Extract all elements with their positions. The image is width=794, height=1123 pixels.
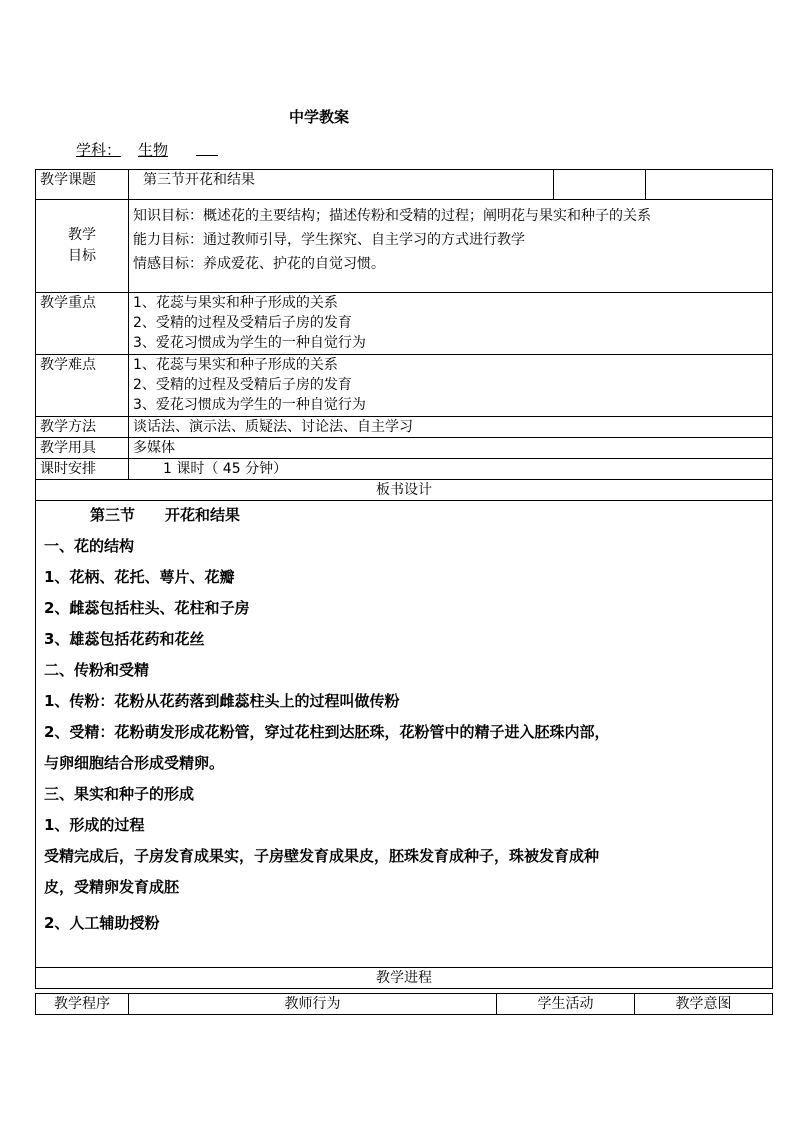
objective-emotion: 情感目标：养成爱花、护花的自觉习惯。: [133, 256, 385, 272]
difficulty-item: 2、受精的过程及受精后子房的发育: [133, 377, 352, 393]
board-line: 二、传粉和受精: [44, 661, 150, 679]
board-design-header: 板书设计: [36, 480, 773, 501]
tools-label: 教学用具: [36, 438, 129, 459]
process-col-procedure: 教学程序: [36, 994, 129, 1015]
lesson-value: 第三节开花和结果: [129, 170, 554, 200]
process-header: 教学进程: [36, 968, 773, 989]
document-title: 中学教案: [289, 108, 350, 126]
subject-line: [76, 139, 218, 160]
methods-label: 教学方法: [36, 417, 129, 438]
tools-value: 多媒体: [129, 438, 773, 459]
subject-blank: [196, 139, 218, 156]
objective-ability: 能力目标：通过教师引导，学生探究、自主学习的方式进行教学: [133, 232, 525, 248]
schedule-value: 1 课时（ 45 分钟）: [129, 459, 773, 480]
objectives-content: [129, 200, 773, 293]
board-line: 2、受精：花粉萌发形成花粉管，穿过花柱到达胚珠，花粉管中的精子进入胚珠内部，: [44, 723, 610, 741]
key-point-item: 1、花蕊与果实和种子形成的关系: [133, 295, 338, 311]
subject-label: 学科：: [76, 141, 122, 159]
board-design-content: [36, 501, 773, 968]
key-points-label: 教学重点: [36, 293, 129, 355]
board-line: 2、雌蕊包括柱头、花柱和子房: [44, 599, 250, 617]
board-line: 3、雄蕊包括花药和花丝: [44, 630, 205, 648]
lesson-plan-table: [35, 169, 773, 989]
board-line: 一、花的结构: [44, 537, 135, 555]
lesson-empty-cell-1: [554, 170, 646, 200]
process-table: [35, 993, 773, 1015]
board-line: 受精完成后，子房发育成果实，子房壁发育成果皮，胚珠发育成种子，珠被发育成种: [44, 847, 600, 865]
key-point-item: 3、爱花习惯成为学生的一种自觉行为: [133, 335, 366, 351]
board-line-title: 第三节 开花和结果: [90, 506, 241, 524]
board-line: 1、形成的过程: [44, 816, 145, 834]
board-line: 与卵细胞结合形成受精卵。: [44, 754, 225, 772]
board-line: 1、花柄、花托、萼片、花瓣: [44, 568, 235, 586]
board-line: 三、果实和种子的形成: [44, 785, 195, 803]
difficulties-content: [129, 355, 773, 417]
board-line: 1、传粉：花粉从花药落到雌蕊柱头上的过程叫做传粉: [44, 692, 400, 710]
process-col-teacher: 教师行为: [129, 994, 497, 1015]
objective-knowledge: 知识目标：概述花的主要结构；描述传粉和受精的过程；阐明花与果实和种子的关系: [133, 208, 651, 224]
key-points-content: [129, 293, 773, 355]
schedule-label: 课时安排: [36, 459, 129, 480]
lesson-label: 教学课题: [36, 170, 129, 200]
process-col-intent: 教学意图: [635, 994, 773, 1015]
methods-value: 谈话法、演示法、质疑法、讨论法、自主学习: [129, 417, 773, 438]
difficulty-item: 1、花蕊与果实和种子形成的关系: [133, 357, 338, 373]
objectives-label: 教学 目标: [36, 200, 129, 293]
key-point-item: 2、受精的过程及受精后子房的发育: [133, 315, 352, 331]
difficulties-label: 教学难点: [36, 355, 129, 417]
board-line: 2、人工辅助授粉: [44, 914, 160, 932]
process-col-student: 学生活动: [497, 994, 635, 1015]
board-line: 皮，受精卵发育成胚: [44, 878, 180, 896]
subject-value: 生物: [138, 141, 169, 159]
difficulty-item: 3、爱花习惯成为学生的一种自觉行为: [133, 397, 366, 413]
lesson-empty-cell-2: [646, 170, 773, 200]
